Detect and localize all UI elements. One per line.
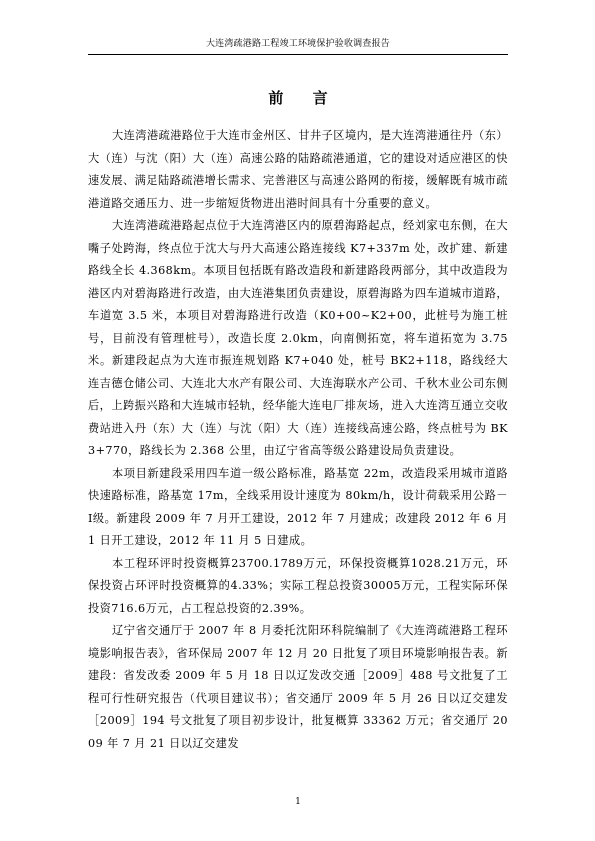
paragraph-3: 本项目新建段采用四车道一级公路标准，路基宽 22m，改造段采用城市道路快速路标准，路基宽 17m，全线采用设计速度为 80km/h，设计荷载采用公路－Ⅰ级。新建段 2009 年 7 月开工建设，2012 年 7 月建成；改建段 2012 年 6 月 1 日开工建设，2012 年 11 月 5 日建成。 <box>88 466 508 547</box>
header-divider <box>88 54 508 55</box>
running-header: 大连湾疏港路工程竣工环境保护验收调查报告 <box>205 39 390 49</box>
paragraph-2: 大连湾港疏港路起点位于大连湾港区内的原碧海路起点，经刘家屯东侧，在大嘴子处跨海，终点位于沈大与丹大高速公路连接线 K7+337m 处，改扩建、新建路线全长 4.368km。本项目包括既有路改造段和新建路段两部分，其中改造段为港区内对碧海路进行改造，由大连港集团负责建设，原碧海路为四车道城市道路，车道宽 3.5 米，本项目对碧海路进行改造（K0+00~K2+00，此桩号为施工桩号，目前没有管理桩号），改造长度 2.0km，向南侧拓宽，将车道拓宽为 3.75 米。新建段起点为大连市振连规划路 K7+040 处，桩号 BK2+118，路线经大连吉德仓储公司、大连北大水产有限公司、大连海联水产公司、千秋木业公司东侧后，上跨振兴路和大连城市轻轨，经华能大连电厂排灰场，进入大连湾互通立交收费站进入丹（东）大（连）与沈（阳）大（连）连接线高速公路，终点桩号为 BK3+770，路线长为 2.368 公里，由辽宁省高等级公路建设局负责建设。 <box>88 219 508 457</box>
body-text <box>88 125 508 755</box>
paragraph-4: 本工程环评时投资概算23700.1789万元，环保投资概算1028.21万元，环保投资占环评时投资概算的4.33%；实际工程总投资30005万元，工程实际环保投资716.6万元，占工程总投资的2.39%。 <box>88 556 508 615</box>
page-number: 1 <box>295 797 301 807</box>
paragraph-5: 辽宁省交通厅于 2007 年 8 月委托沈阳环科院编制了《大连湾疏港路工程环境影响报告表》，省环保局 2007 年 12 月 20 日批复了项目环境影响报告表。新建段：省发改委 2009 年 5 月 18 日以辽发改交通［2009］488 号文批复了工程可行性研究报告（代项目建议书）；省交通厅 2009 年 5 月 26 日以辽交建发［2009］194 号文批复了项目初步设计，批复概算 33362 万元；省交通厅 2009 年 7 月 21 日以辽交建发 <box>88 624 508 750</box>
page-title: 前 言 <box>268 89 340 107</box>
paragraph-1: 大连湾港疏港路位于大连市金州区、甘井子区境内，是大连湾港通往丹（东）大（连）与沈（阳）大（连）高速公路的陆路疏港通道，它的建设对适应港区的快速发展、满足陆路疏港增长需求、完善港区与高速公路网的衔接，缓解既有城市疏港道路交通压力、进一步缩短货物进出港时间具有十分重要的意义。 <box>88 129 508 210</box>
